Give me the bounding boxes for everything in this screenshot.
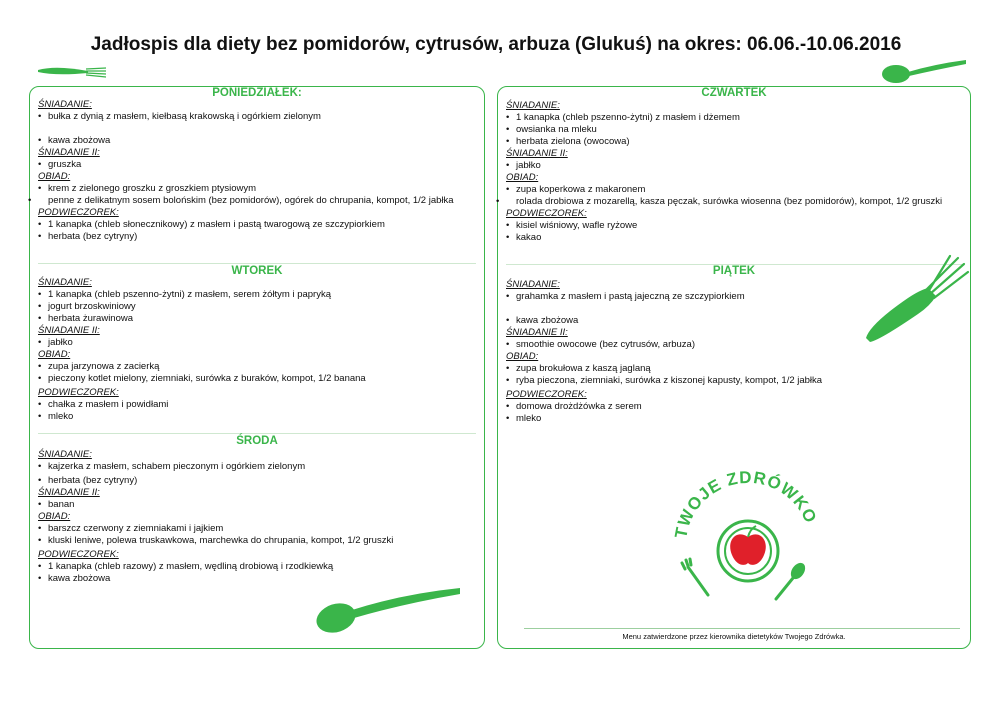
meal-heading: ŚNIADANIE: <box>38 99 92 110</box>
list-item: • chałka z masłem i powidłami <box>38 399 169 410</box>
divider <box>38 263 476 264</box>
day-title: CZWARTEK <box>701 87 767 99</box>
list-item: • kawa zbożowa <box>38 135 111 146</box>
day-wednesday <box>30 435 484 585</box>
list-item: • herbata (bez cytryny) <box>38 231 138 242</box>
day-tuesday <box>30 265 484 423</box>
day-title: PIĄTEK <box>712 265 756 277</box>
left-menu-panel <box>29 86 485 649</box>
list-item: • 1 kanapka (chleb razowy) z masłem, wędliną drobiową i rzodkiewką <box>38 561 334 572</box>
list-item: • grahamka z masłem i pastą jajeczną ze szczypiorkiem <box>506 291 745 302</box>
day-title: PONIEDZIAŁEK: <box>212 87 302 99</box>
list-item: • jabłko <box>38 337 73 348</box>
list-item: • kisiel wiśniowy, wafle ryżowe <box>506 220 638 231</box>
meal-heading: PODWIECZOREK: <box>38 207 119 218</box>
list-item: • gruszka <box>38 159 82 170</box>
list-item: • krem z zielonego groszku z groszkiem ptysiowym <box>38 183 257 194</box>
meal-heading: ŚNIADANIE: <box>38 449 92 460</box>
list-item: • ryba pieczona, ziemniaki, surówka z kiszonej kapusty, kompot, 1/2 jabłka <box>506 375 823 386</box>
list-item: • smoothie owocowe (bez cytrusów, arbuza) <box>506 339 695 350</box>
meal-heading: PODWIECZOREK: <box>38 387 119 398</box>
meal-heading: ŚNIADANIE: <box>506 100 560 111</box>
list-item: • kajzerka z masłem, schabem pieczonym i ogórkiem zielonym <box>38 461 306 472</box>
right-menu-panel <box>497 86 971 649</box>
list-item: • 1 kanapka (chleb pszenno-żytni) z masłem i dżemem <box>506 112 740 123</box>
fork-icon <box>36 62 108 82</box>
list-item: • jogurt brzoskwiniowy <box>38 301 136 312</box>
list-item: • 1 kanapka (chleb pszenno-żytni) z masłem, serem żółtym i papryką <box>38 289 332 300</box>
list-item: • kawa zbożowa <box>38 573 111 584</box>
divider <box>38 433 476 434</box>
meal-heading: PODWIECZOREK: <box>506 389 587 400</box>
meal-heading: ŚNIADANIE II: <box>38 487 100 498</box>
list-item: • kluski leniwe, polewa truskawkowa, marchewka do chrupania, kompot, 1/2 gruszki <box>38 535 394 546</box>
list-item: • pieczony kotlet mielony, ziemniaki, surówka z buraków, kompot, 1/2 banana <box>38 373 366 384</box>
meal-heading: OBIAD: <box>38 171 71 182</box>
list-item: • barszcz czerwony z ziemniakami i jajkiem <box>38 523 224 534</box>
list-item: • penne z delikatnym sosem bolońskim (bez pomidorów), ogórek do chrupania, kompot, 1/2 jabłka <box>28 195 454 206</box>
page-title: Jadłospis dla diety bez pomidorów, cytrusów, arbuza (Glukuś) na okres: 06.06.-10.06.2016 <box>90 34 902 55</box>
spoon-icon <box>312 582 462 637</box>
day-monday <box>30 87 484 243</box>
meal-heading: ŚNIADANIE: <box>506 279 560 290</box>
day-thursday <box>498 87 970 244</box>
svg-text:TWOJE ZDRÓWKO: TWOJE ZDRÓWKO <box>671 467 821 540</box>
meal-heading: OBIAD: <box>506 351 539 362</box>
meal-heading: ŚNIADANIE II: <box>38 147 100 158</box>
meal-heading: OBIAD: <box>38 511 71 522</box>
list-item: • zupa koperkowa z makaronem <box>506 184 646 195</box>
meal-heading: OBIAD: <box>506 172 539 183</box>
list-item: • mleko <box>506 413 542 424</box>
list-item: • banan <box>38 499 75 510</box>
footer-divider <box>524 628 960 629</box>
meal-heading: PODWIECZOREK: <box>506 208 587 219</box>
list-item: • zupa jarzynowa z zacierką <box>38 361 160 372</box>
list-item: • jabłko <box>506 160 541 171</box>
meal-heading: PODWIECZOREK: <box>38 549 119 560</box>
meal-heading: ŚNIADANIE II: <box>506 148 568 159</box>
meal-heading: ŚNIADANIE II: <box>38 325 100 336</box>
footer-note: Menu zatwierdzone przez kierownika dietetyków Twojego Zdrówka. <box>622 632 846 641</box>
list-item: • rolada drobiowa z mozarellą, kasza pęczak, surówka wiosenna (bez pomidorów), kompot, 1/2 gruszki <box>496 196 943 207</box>
list-item: • bułka z dynią z masłem, kiełbasą krakowską i ogórkiem zielonym <box>38 111 321 122</box>
list-item: • 1 kanapka (chleb słonecznikowy) z masłem i pastą twarogową ze szczypiorkiem <box>38 219 385 230</box>
list-item: • kakao <box>506 232 542 243</box>
fork-icon <box>862 252 972 344</box>
list-item: • herbata żurawinowa <box>38 313 134 324</box>
list-item: • herbata (bez cytryny) <box>38 475 138 486</box>
meal-heading: ŚNIADANIE: <box>38 277 92 288</box>
list-item: • mleko <box>38 411 74 422</box>
list-item: • kawa zbożowa <box>506 315 579 326</box>
list-item: • herbata zielona (owocowa) <box>506 136 630 147</box>
day-title: ŚRODA <box>236 435 278 447</box>
meal-heading: OBIAD: <box>38 349 71 360</box>
list-item: • domowa drożdżówka z serem <box>506 401 642 412</box>
twoje-zdrowko-logo <box>668 467 828 607</box>
spoon-icon <box>880 56 970 86</box>
meal-heading: ŚNIADANIE II: <box>506 327 568 338</box>
day-title: WTOREK <box>231 265 283 277</box>
list-item: • zupa brokułowa z kaszą jaglaną <box>506 363 651 374</box>
list-item: • owsianka na mleku <box>506 124 597 135</box>
